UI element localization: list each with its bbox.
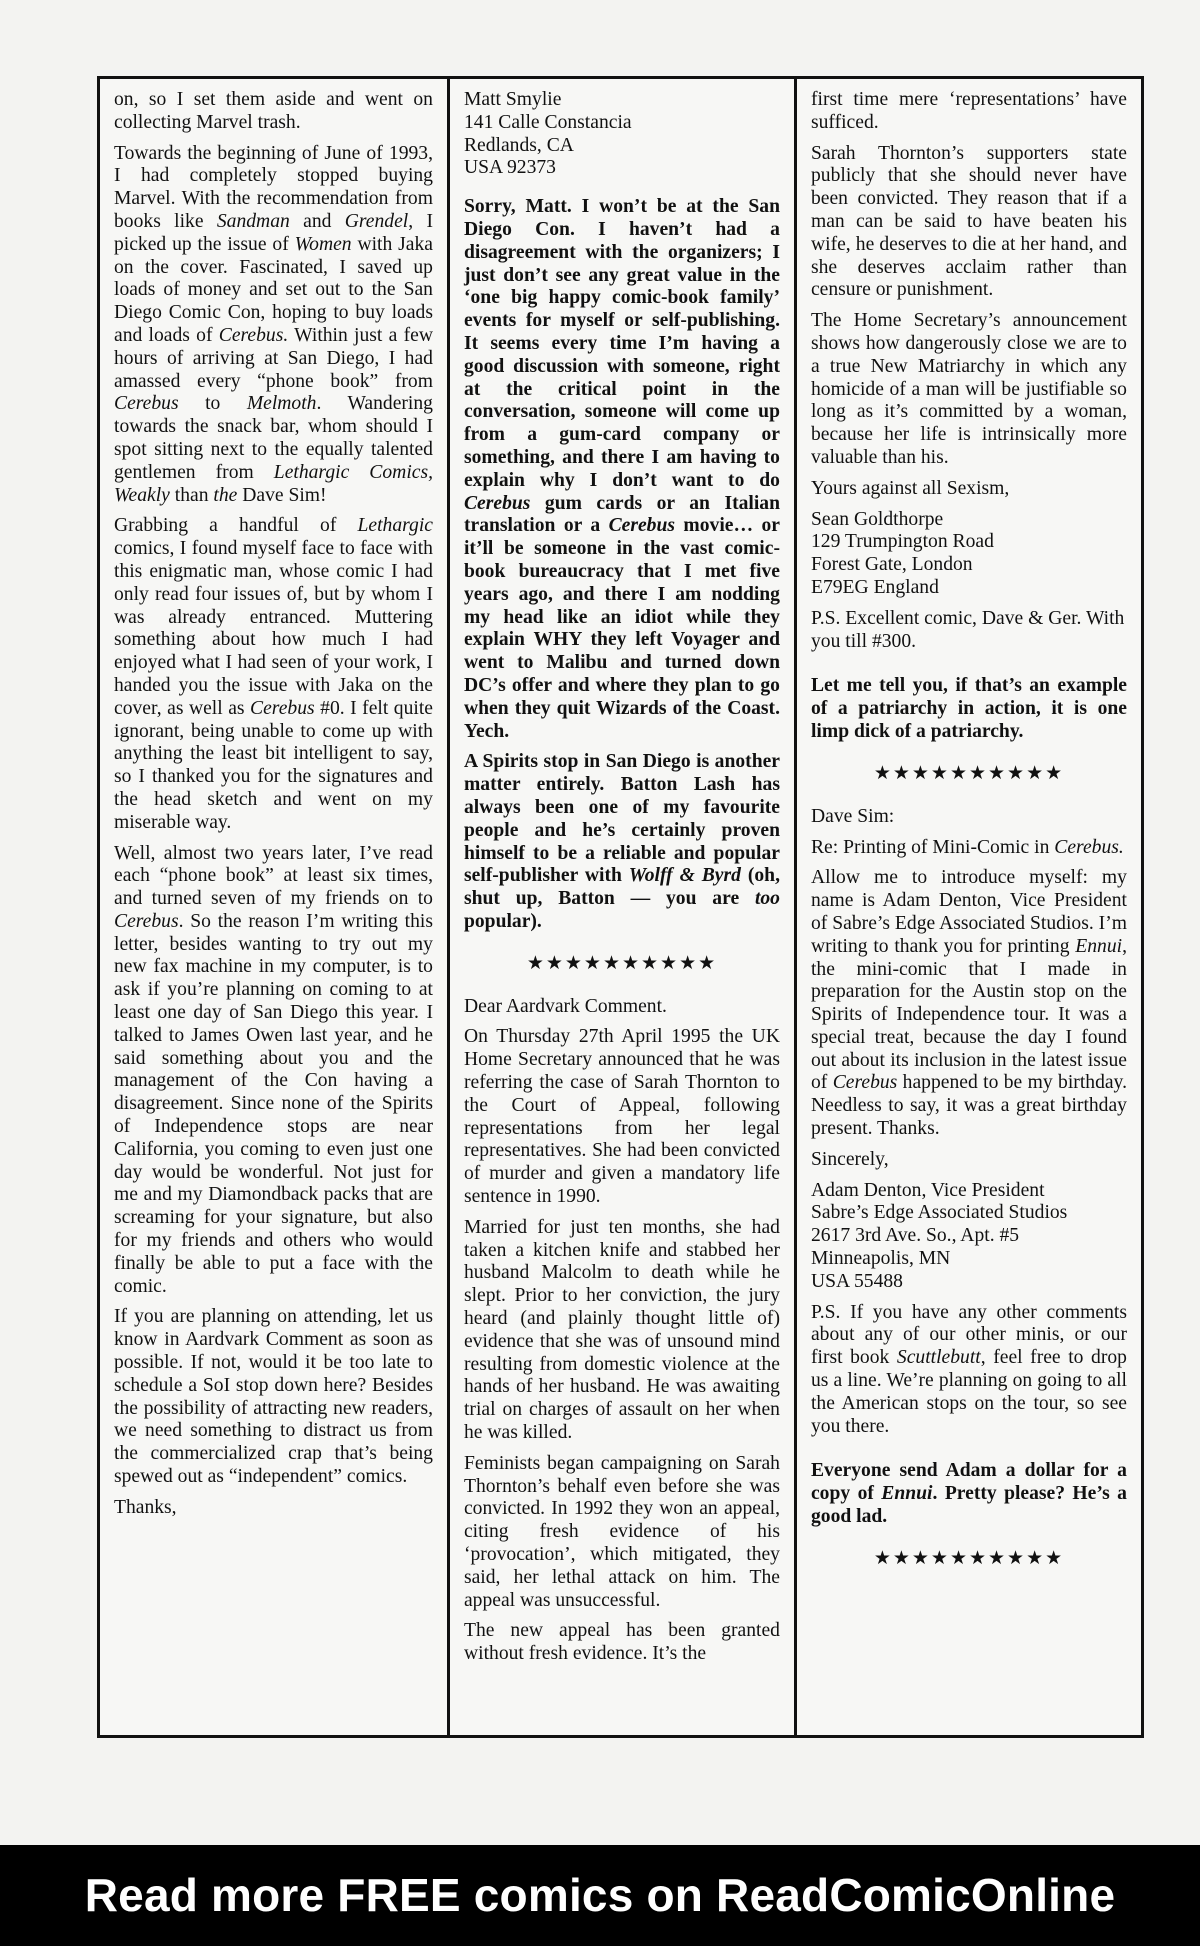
column-1 [100,79,447,1735]
column-3 [794,79,1141,1735]
letter-paragraph: P.S. If you have any other comments about any of our other minis, or our first book Scuttlebutt, feel free to drop us a line. We’re planning on going to all the American stops on the tour, so see you there. [810,1301,1127,1437]
editor-reply-paragraph: Let me tell you, if that’s an example of a patriarchy in action, it is one limp dick of a patriarchy. [810,675,1127,742]
letter-signature: P.S. Excellent comic, Dave & Ger. With you till #300. [810,607,1125,652]
star-divider: ★★★★★★★★★★ [873,1546,1065,1569]
letter-paragraph: Sarah Thornton’s supporters state publicly that she should never have been convicted. They reason that if a man can be said to have beaten his wife, he deserves to die at her hand, and she deserves acclaim rather than censure or punishment. [810,142,1127,301]
letter-paragraph: The Home Secretary’s announcement shows how dangerously close we are to a true New Matriarchy in which any homicide of a man will be justifiable so long as it’s committed by a woman, because her life is intrinsically more valuable than his. [810,310,1127,468]
letter-signature: Adam Denton, Vice President Sabre’s Edge Associated Studios 2617 3rd Ave. So., Apt. #5 Minneapolis, MN USA 55488 [810,1179,1068,1292]
letter-signature: Sincerely, [810,1148,889,1170]
letter-paragraph: Grabbing a handful of Lethargic comics, I found myself face to face with this enigmatic man, whose comic I had only read four issues of, but by whom I was already entranced. Muttering something about how much I had enjoyed what I had seen of your work, I handed you the issue with Jaka on the cover, as well as Cerebus #0. I felt quite ignorant, being unable to come up with anything the least bit intelligent to say, so I thanked you for the signatures and the head sketch and went on my miserable way. [114,515,433,833]
editor-reply-paragraph: Everyone send Adam a dollar for a copy of Ennui. Pretty please? He’s a good lad. [810,1460,1127,1528]
letter-paragraph: Dear Aardvark Comment. [463,995,667,1017]
letter-paragraph: On Thursday 27th April 1995 the UK Home Secretary announced that he was referring the case of Sarah Thornton to the Court of Appeal, following representations from her legal representatives. She had been convicted of murder and given a mandatory life sentence in 1990. [463,1026,780,1208]
letter-signature: Yours against all Sexism, [810,477,1010,499]
letter-paragraph: The new appeal has been granted without fresh evidence. It’s the [463,1620,780,1665]
letter-paragraph: Allow me to introduce myself: my name is Adam Denton, Vice President of Sabre’s Edge Associated Studios. I’m writing to thank you for printing Ennui, the mini-comic that I made in preparation for the Austin stop on the Spirits of Independence tour. It was a special treat, because the day I found out about its inclusion in the latest issue of Cerebus happened to be my birthday. Needless to say, it was a great birthday present. Thanks. [810,867,1127,1140]
letter-paragraph: Married for just ten months, she had taken a kitchen knife and stabbed her husband Malcolm to death while he slept. Prior to her conviction, the jury heard (and plainly thought little of) evidence that she was of unsound mind resulting from domestic violence at the hands of her husband. He was awaiting trial on charges of assault on her when he was killed. [463,1216,780,1444]
letter-paragraph: Well, almost two years later, I’ve read each “phone book” at least six times, and turned seven of my friends on to Cerebus. So the reason I’m writing this letter, besides wanting to try out my new fax machine in my computer, is to ask if you’re planning on coming to at least one day of San Diego this year. I talked to James Owen last year, and he said something about you and the management of the Con having a disagreement. Since none of the Spirits of Independence stops are near California, you coming to even just one day would be wonderful. Not just for me and my Diamondback packs that are screaming for your signature, but also for my friends and others who would finally be able to put a face with the comic. [114,842,433,1297]
editor-reply-paragraph: A Spirits stop in San Diego is another matter entirely. Batton Lash has always been one of my favourite people and he’s certainly proven himself to be a reliable and popular self-publisher with Wolff & Byrd (oh, shut up, Batton — you are too popular). [463,751,780,932]
letter-paragraph: If you are planning on attending, let us know in Aardvark Comment as soon as possible. If not, would it be too late to schedule a SoI stop down here? Besides the possibility of attracting new readers, we need something to distract us from the commercialized crap that’s being spewed out as “independent” comics. [114,1306,433,1488]
letter-address: Matt Smylie 141 Calle Constancia Redlands, CA USA 92373 [463,89,632,179]
column-2 [447,79,794,1735]
letter-paragraph: on, so I set them aside and went on collecting Marvel trash. [114,89,433,133]
letter-signature: Dave Sim: [810,805,895,827]
letter-signature: Sean Goldthorpe 129 Trumpington Road Forest Gate, London E79EG England [810,508,994,598]
star-divider: ★★★★★★★★★★ [526,951,718,974]
letter-paragraph: first time mere ‘representations’ have sufficed. [810,89,1127,133]
letter-paragraph: Towards the beginning of June of 1993, I had completely stopped buying Marvel. With the recommendation from books like Sandman and Grendel, I picked up the issue of Women with Jaka on the cover. Fascinated, I saved up loads of money and set out to the San Diego Comic Con, hoping to buy loads and loads of Cerebus. Within just a few hours of arriving at San Diego, I had amassed every “phone book” from Cerebus to Melmoth. Wandering towards the snack bar, whom should I spot sitting next to the equally talented gentlemen from Lethargic Comics, Weakly than the Dave Sim! [114,142,433,506]
letter-paragraph: Feminists began campaigning on Sarah Thornton’s behalf even before she was convicted. In 1992 they won an appeal, citing fresh evidence of his ‘provocation’, which mitigated, they said, her lethal attack on him. The appeal was unsuccessful. [463,1452,780,1611]
letter-signature: Thanks, [114,1496,177,1518]
letter-paragraph: Re: Printing of Mini-Comic in Cerebus. [810,836,1124,858]
star-divider: ★★★★★★★★★★ [873,761,1065,784]
editor-reply-paragraph: Sorry, Matt. I won’t be at the San Diego Con. I haven’t had a disagreement with the organizers; I just don’t see any great value in the ‘one big happy comic-book family’ events for myself or self-publishing. It seems every time I’m having a good discussion with someone, right at the critical point in the conversation, someone will come up from a gum-card company or something, and there I am having to explain why I don’t want to do Cerebus gum cards or an Italian translation or a Cerebus movie… or it’ll be someone in the vast comic-book bureaucracy that I met five years ago, and there I am nodding my head like an idiot while they explain WHY they left Voyager and went to Malibu and turned down DC’s offer and where they plan to go when they quit Wizards of the Coast. Yech. [463,196,780,742]
letters-page-frame [97,76,1144,1738]
promo-banner[interactable]: Read more FREE comics on ReadComicOnline [0,1845,1200,1946]
